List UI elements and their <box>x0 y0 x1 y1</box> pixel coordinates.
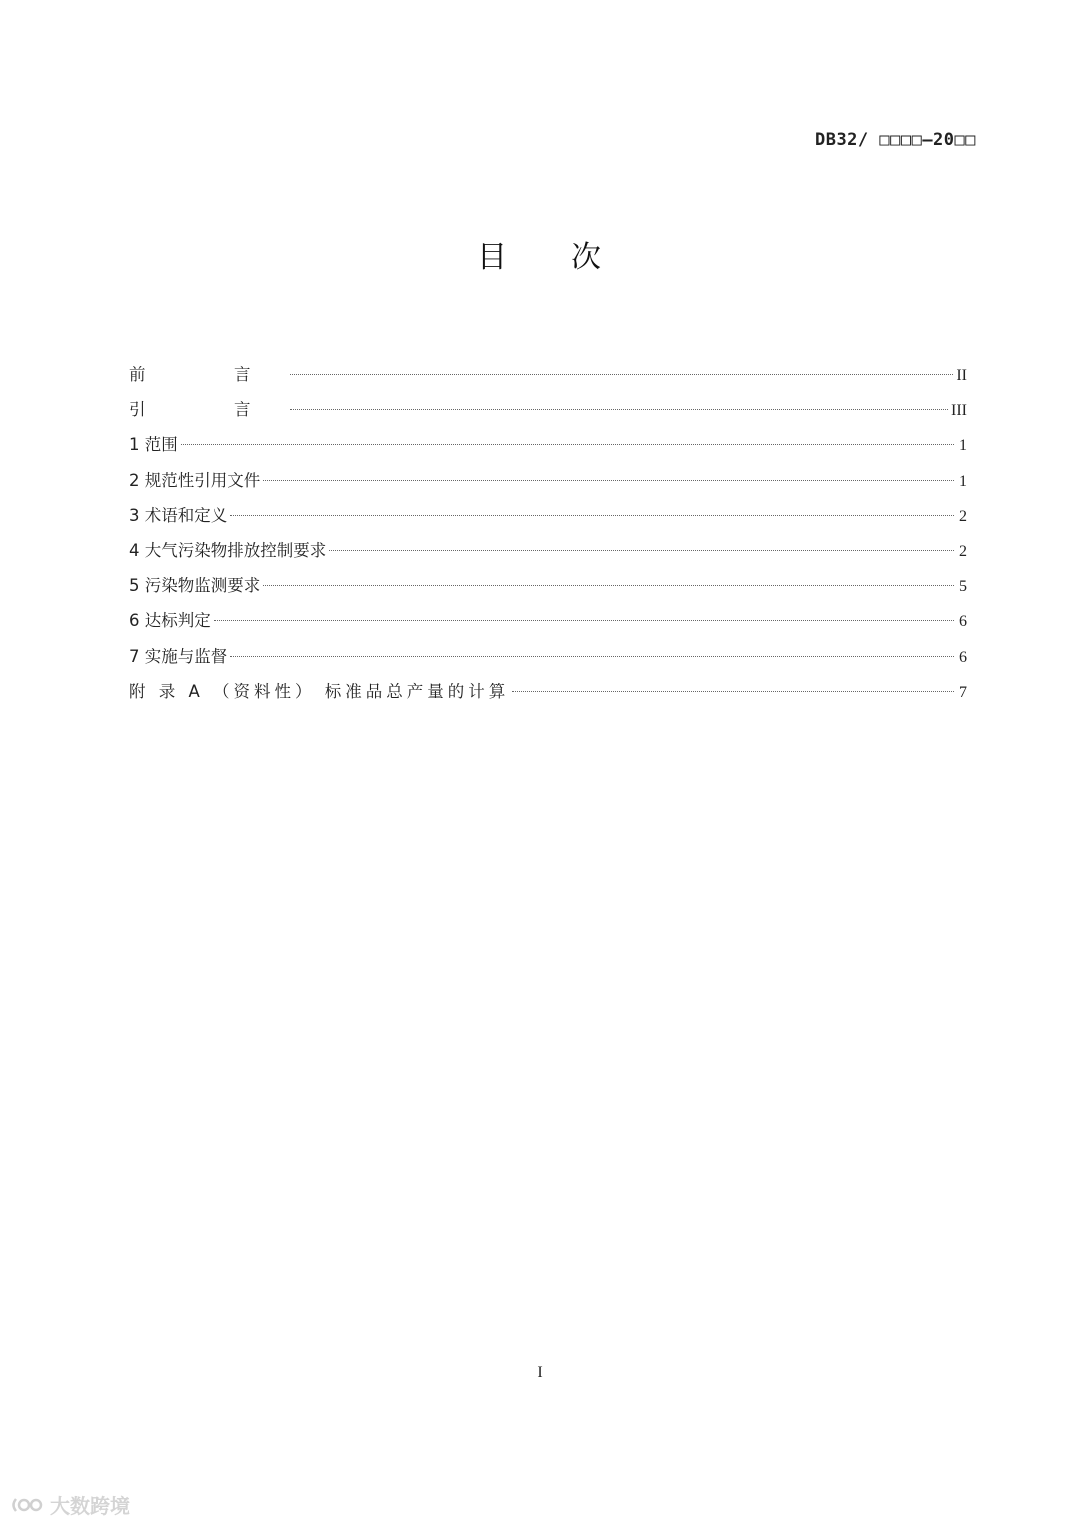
toc-entry-label: 2 规范性引用文件 <box>129 470 261 490</box>
toc-entry-label: 1 范围 <box>129 435 178 455</box>
toc-entry-label: 引 言 <box>129 400 287 420</box>
toc-dot-leader <box>290 409 949 410</box>
toc-dot-leader <box>230 515 954 516</box>
toc-entry-page: 2 <box>959 507 967 525</box>
toc-dot-leader <box>214 620 954 621</box>
toc-entry[interactable] <box>129 568 967 603</box>
toc-entry[interactable] <box>129 463 967 498</box>
toc-entry[interactable] <box>129 603 967 638</box>
toc-entry[interactable] <box>129 498 967 533</box>
page-title <box>0 232 1080 276</box>
toc-entry-label: 7 实施与监督 <box>129 646 228 666</box>
toc-entry[interactable] <box>129 639 967 674</box>
toc-entry-page: 5 <box>959 578 967 596</box>
toc-entry-label: 5 污染物监测要求 <box>129 576 261 596</box>
toc-dot-leader <box>329 550 954 551</box>
toc-entry-label: 3 术语和定义 <box>129 505 228 525</box>
toc-entry[interactable] <box>129 357 967 392</box>
logo-icon <box>10 1495 46 1515</box>
toc-entry-page: 1 <box>959 472 967 490</box>
toc-entry-page: 6 <box>959 648 967 666</box>
toc-dot-leader <box>263 585 954 586</box>
toc-entry-page: 7 <box>959 683 967 701</box>
toc-entry-page: II <box>956 367 967 384</box>
toc-dot-leader <box>181 444 954 445</box>
title-part-1: 目 <box>477 240 509 275</box>
toc-entry-page: III <box>951 402 967 420</box>
toc-entry[interactable] <box>129 427 967 462</box>
toc-entry-label: 4 大气污染物排放控制要求 <box>129 540 327 560</box>
toc-entry-page: 2 <box>959 542 967 560</box>
standard-code: DB32/ □□□□—20□□ <box>814 130 976 150</box>
toc-entry[interactable] <box>129 533 967 568</box>
toc-dot-leader <box>290 374 954 375</box>
toc-entry-page: 6 <box>959 613 967 631</box>
page-number: I <box>537 1364 543 1381</box>
toc-entry-page: 1 <box>959 437 967 455</box>
toc-dot-leader <box>230 656 954 657</box>
watermark-text: 大数跨境 <box>50 1494 130 1518</box>
toc-entry[interactable] <box>129 392 967 427</box>
toc-dot-leader <box>512 691 954 692</box>
table-of-contents <box>129 357 967 709</box>
toc-dot-leader <box>263 480 954 481</box>
toc-entry[interactable] <box>129 674 967 709</box>
toc-entry-label: 附 录 A （资料性） 标准品总产量的计算 <box>129 681 510 701</box>
toc-entry-label: 前 言 <box>129 365 287 384</box>
watermark <box>10 1490 130 1519</box>
title-part-2: 次 <box>571 240 603 275</box>
toc-entry-label: 6 达标判定 <box>129 611 211 631</box>
